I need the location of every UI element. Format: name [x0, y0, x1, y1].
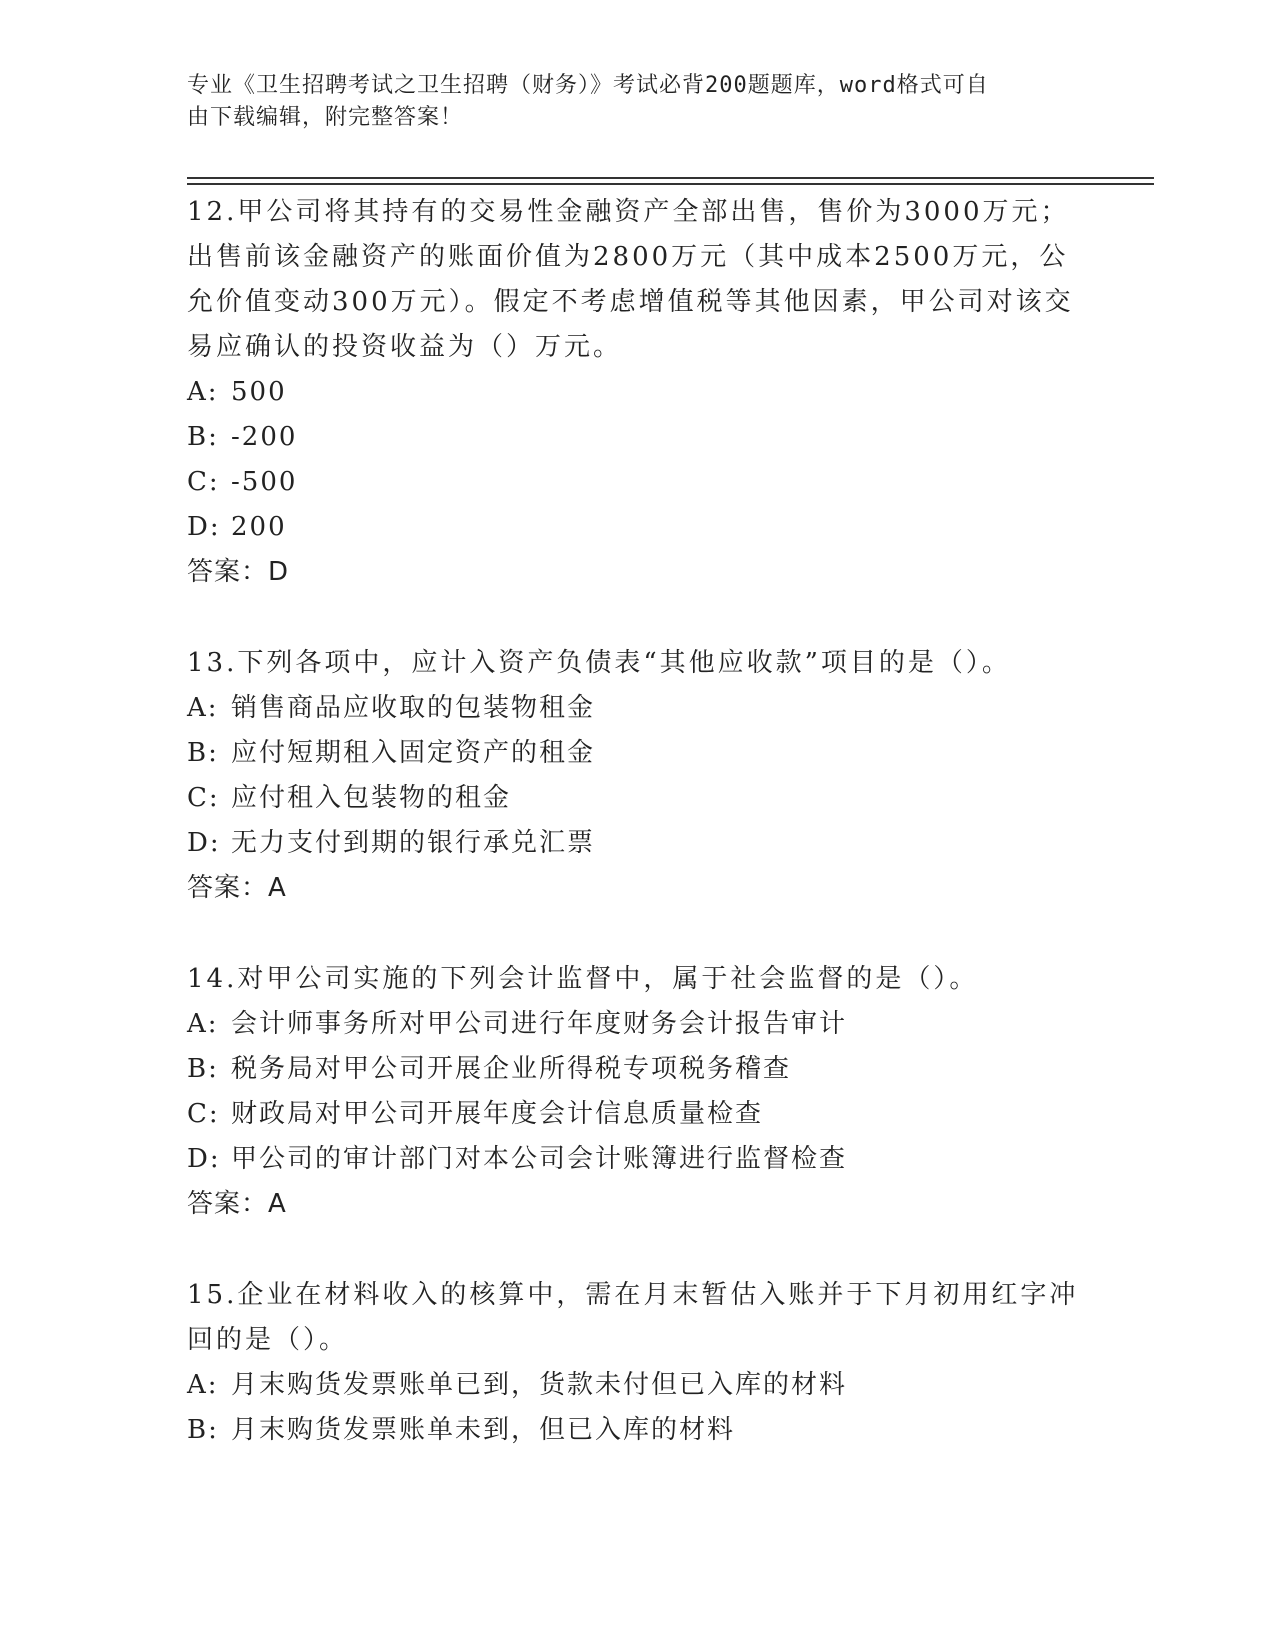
option-letter: A: [187, 693, 219, 723]
option-a [187, 370, 1087, 415]
option-text: 无力支付到期的银行承兑汇票 [231, 828, 596, 858]
document-header [187, 70, 1067, 134]
option-text: 财政局对甲公司开展年度会计信息质量检查 [231, 1099, 764, 1129]
option-letter: C: [187, 1099, 220, 1129]
option-b [187, 415, 1087, 460]
option-text: 税务局对甲公司开展企业所得税专项税务稽查 [231, 1054, 792, 1084]
option-text: -500 [231, 467, 298, 497]
option-letter: D: [187, 512, 221, 542]
option-letter: B: [187, 1054, 219, 1084]
option-letter: D: [187, 828, 221, 858]
header-line-2: 由下载编辑，附完整答案！ [187, 105, 464, 130]
question-text: 12.甲公司将其持有的交易性金融资产全部出售，售价为3000万元；出售前该金融资产的账面价值为2800万元（其中成本2500万元，公允价值变动300万元）。假定不考虑增值税等其他因素，甲公司对该交易应确认的投资收益为（）万元。 [187, 197, 1074, 362]
option-letter: C: [187, 783, 220, 813]
question-15 [187, 1273, 1087, 1453]
header-line-1: 专业《卫生招聘考试之卫生招聘（财务）》考试必背200题题库，word格式可自 [187, 73, 989, 98]
option-letter: A: [187, 1370, 219, 1400]
option-d [187, 505, 1087, 550]
header-divider-bottom [187, 183, 1154, 185]
option-d [187, 1137, 1087, 1182]
option-a [187, 686, 1087, 731]
question-14 [187, 957, 1087, 1227]
option-letter: A: [187, 1009, 219, 1039]
option-text: 月末购货发票账单未到，但已入库的材料 [231, 1415, 736, 1445]
option-text: 应付短期租入固定资产的租金 [231, 738, 596, 768]
option-text: 甲公司的审计部门对本公司会计账簿进行监督检查 [231, 1144, 848, 1174]
question-list [187, 190, 1087, 1453]
option-text: 会计师事务所对甲公司进行年度财务会计报告审计 [231, 1009, 848, 1039]
question-13 [187, 641, 1087, 911]
option-b [187, 731, 1087, 776]
option-c [187, 460, 1087, 505]
option-d [187, 821, 1087, 866]
option-a [187, 1363, 1087, 1408]
option-letter: A: [187, 377, 219, 407]
answer-line: 答案：A [187, 873, 287, 903]
option-a [187, 1002, 1087, 1047]
option-c [187, 1092, 1087, 1137]
option-letter: C: [187, 467, 220, 497]
option-b [187, 1408, 1087, 1453]
option-c [187, 776, 1087, 821]
answer-line: 答案：A [187, 1189, 287, 1219]
option-text: 月末购货发票账单已到，货款未付但已入库的材料 [231, 1370, 848, 1400]
question-text: 15.企业在材料收入的核算中，需在月末暂估入账并于下月初用红字冲回的是（）。 [187, 1280, 1079, 1355]
option-text: 500 [231, 377, 287, 407]
option-text: -200 [231, 422, 298, 452]
option-letter: B: [187, 422, 219, 452]
question-12 [187, 190, 1087, 595]
option-b [187, 1047, 1087, 1092]
answer-line: 答案：D [187, 557, 290, 587]
question-text: 14.对甲公司实施的下列会计监督中，属于社会监督的是（）。 [187, 964, 979, 994]
header-divider-top [187, 177, 1154, 179]
option-text: 应付租入包装物的租金 [231, 783, 512, 813]
question-text: 13.下列各项中，应计入资产负债表“其他应收款”项目的是（）。 [187, 648, 1011, 678]
option-letter: D: [187, 1144, 221, 1174]
option-letter: B: [187, 1415, 219, 1445]
option-text: 200 [231, 512, 287, 542]
option-letter: B: [187, 738, 219, 768]
option-text: 销售商品应收取的包装物租金 [231, 693, 596, 723]
